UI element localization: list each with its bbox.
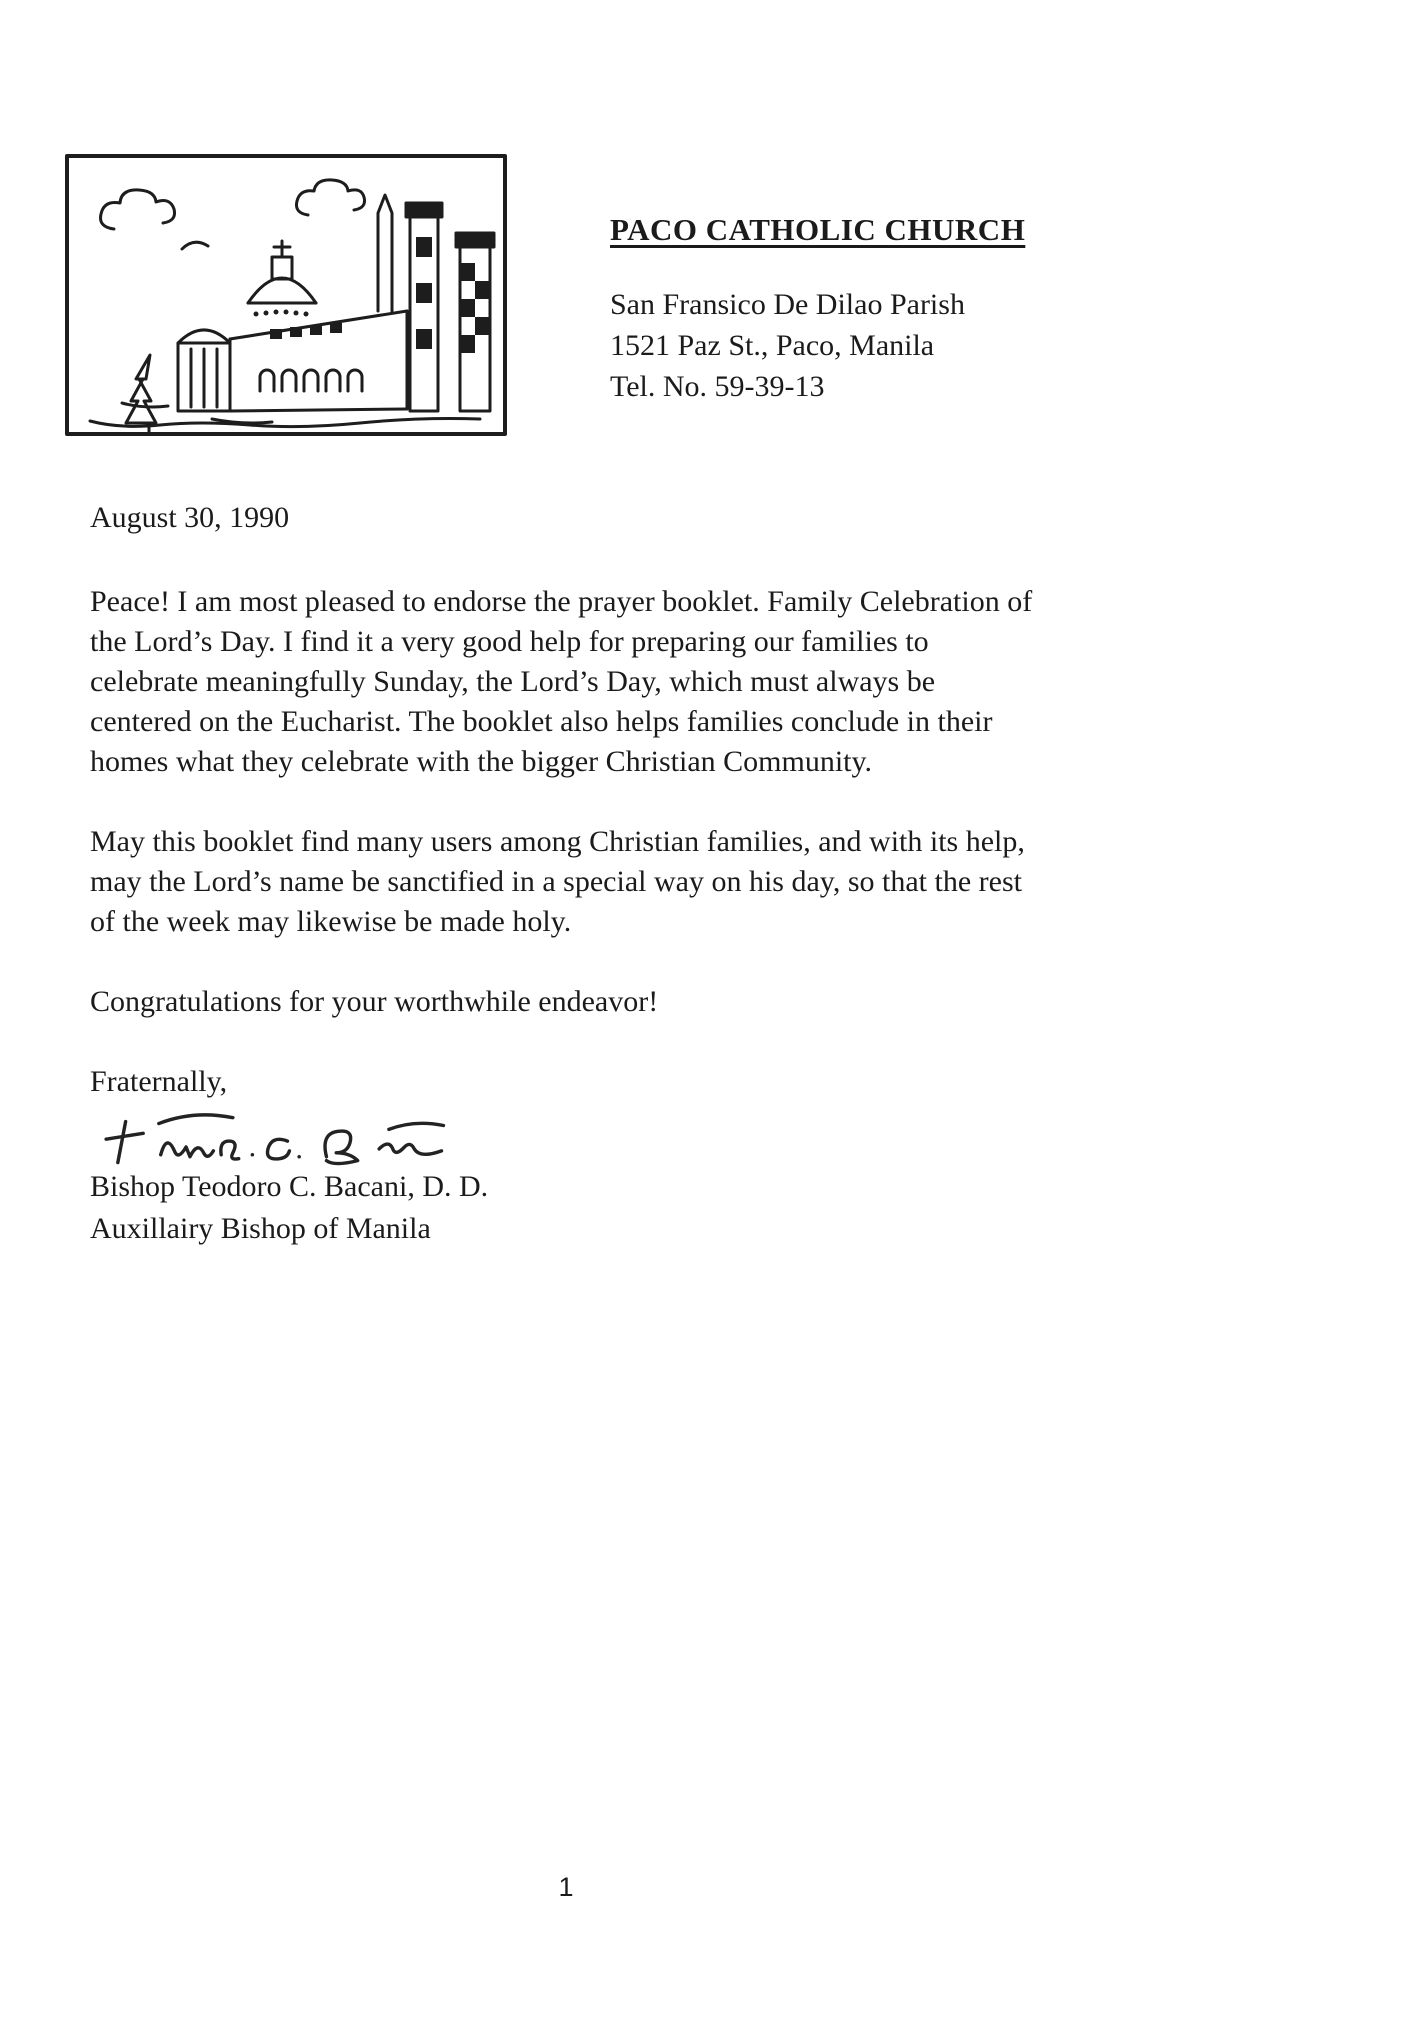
paragraph-wish: May this booklet find many users among Christian families, and with its help, may the Lord’s name be sanctified in a special way on his day, so that the rest of the week may likewise be made holy. — [90, 825, 1025, 938]
church-name: PACO CATHOLIC CHURCH — [610, 212, 1026, 247]
phone-line: Tel. No. 59-39-13 — [610, 370, 825, 403]
parish-name: San Fransico De Dilao Parish — [610, 288, 965, 321]
signer-title: Auxillairy Bishop of Manila — [90, 1212, 431, 1245]
dome — [248, 278, 316, 303]
arch-window — [282, 370, 296, 391]
dome-dots — [254, 310, 309, 317]
address-line: 1521 Paz St., Paco, Manila — [610, 329, 935, 362]
letter-body — [90, 498, 1042, 1250]
arch-window — [304, 370, 318, 391]
arch-window — [326, 370, 340, 391]
paragraph-endorsement: Peace! I am most pleased to endorse the prayer booklet. Family Celebration of the Lord’s Day. I find it a very good help for preparing our families to celebrate meaningfully Sunday, the Lord’s Day, which must always be centered on the Eucharist. The booklet also helps families conclude in their homes what they celebrate with the bigger Christian Community. — [90, 585, 1033, 778]
arch-window — [348, 370, 362, 391]
church-illustration — [62, 150, 510, 440]
signer-name: Bishop Teodoro C. Bacani, D. D. — [90, 1170, 489, 1203]
cloud-small — [182, 242, 208, 249]
cross — [274, 241, 290, 257]
church-illustration-svg — [62, 150, 510, 440]
upper-windows — [270, 323, 342, 339]
closing-salutation: Fraternally, — [90, 1065, 228, 1098]
spire — [378, 195, 392, 311]
arch-window — [260, 370, 274, 391]
letterhead — [610, 212, 1025, 407]
page-number: 1 — [558, 1872, 574, 1902]
letter-date: August 30, 1990 — [90, 501, 290, 534]
tree — [126, 355, 156, 423]
cloud-left — [101, 190, 175, 229]
cloud-right — [296, 180, 364, 215]
rotunda-dome — [178, 330, 230, 343]
paragraph-congratulations: Congratulations for your worthwhile endeavor! — [90, 985, 659, 1018]
